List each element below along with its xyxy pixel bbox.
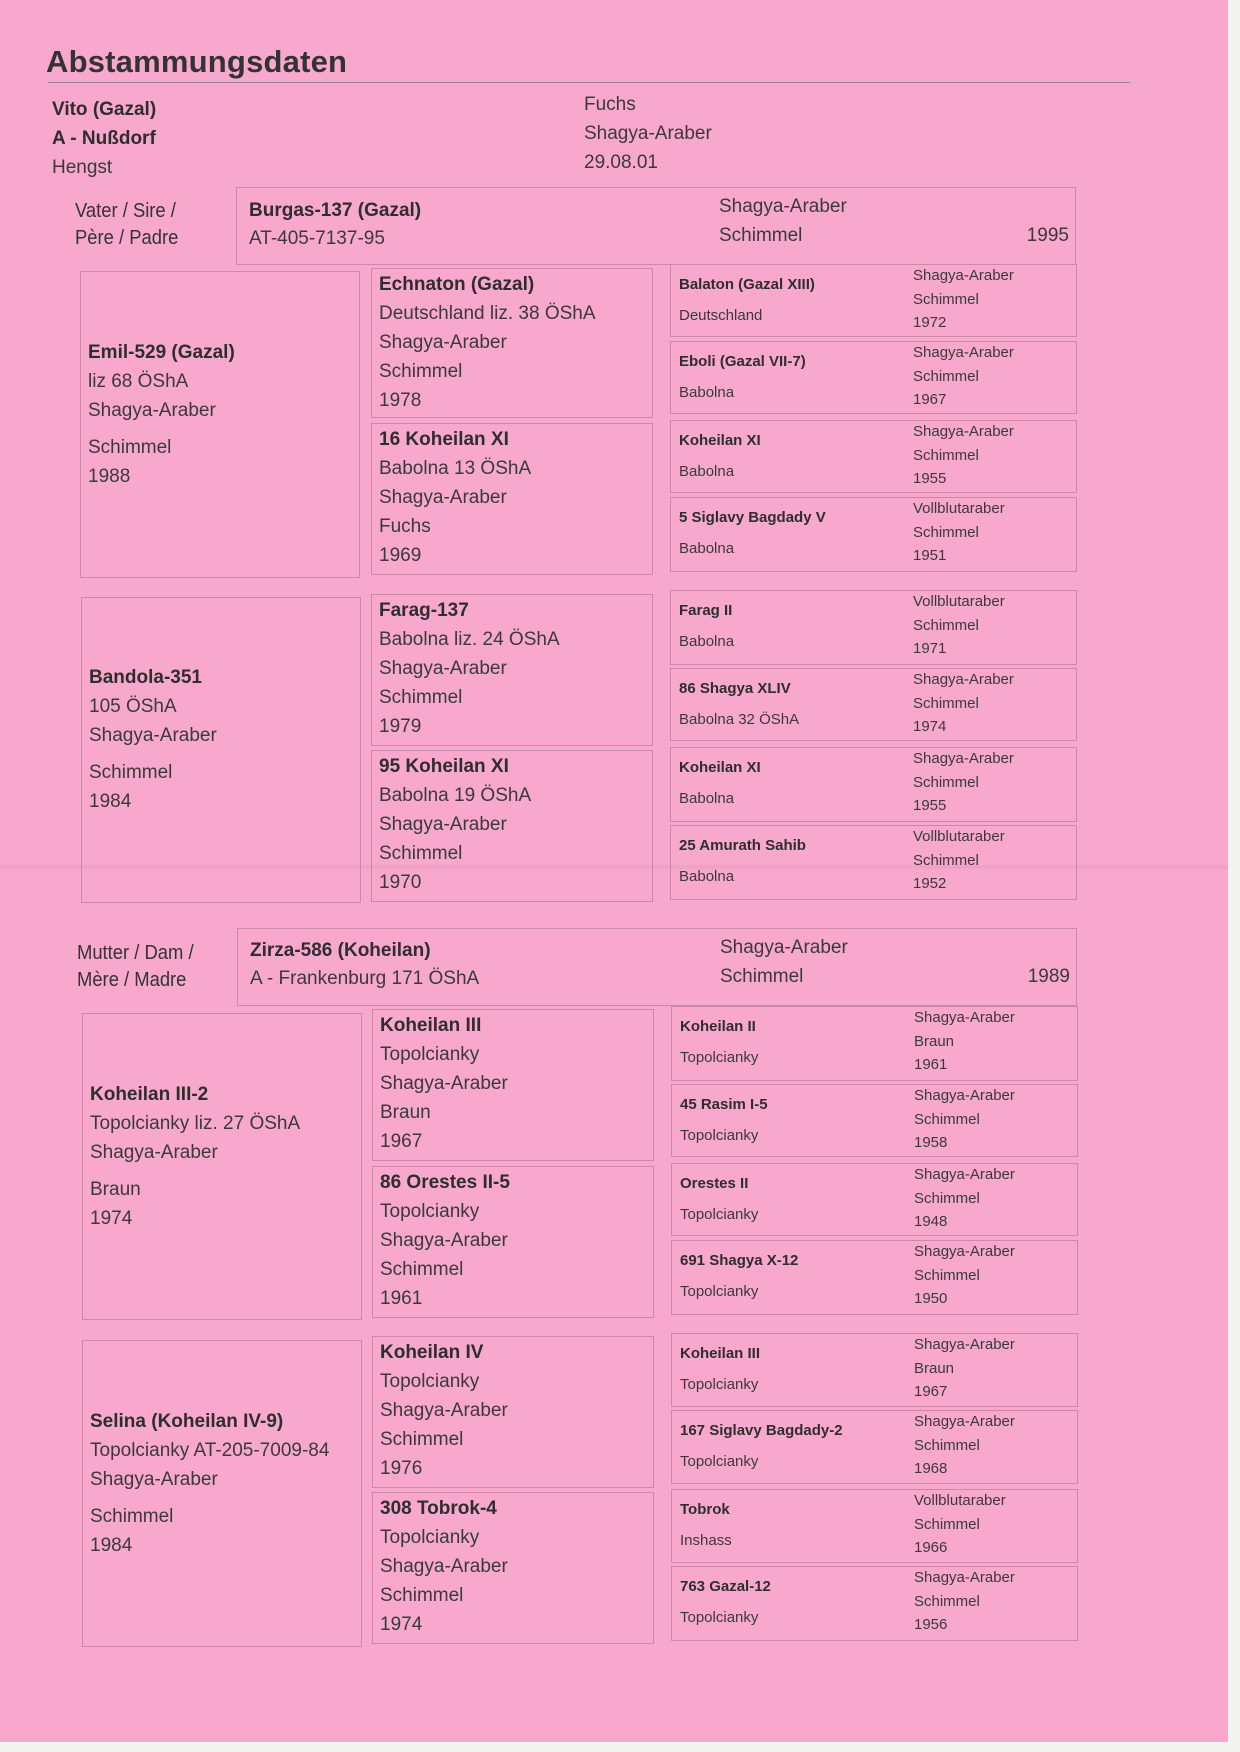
dam-sire-box: Koheilan III-2 Topolcianky liz. 27 ÖShA Shagya-Araber Braun 1974 <box>82 1013 362 1320</box>
dam-name: Zirza-586 (Koheilan) <box>250 940 431 961</box>
sire-label: Vater / Sire / Père / Padre <box>75 200 179 249</box>
dam-sire-name: Koheilan III-2 <box>90 1084 209 1105</box>
sire-box <box>236 187 1076 265</box>
ancestor-box: Koheilan XI Babolna Shagya-Araber Schimmel 1955 <box>670 747 1077 822</box>
title-divider <box>48 82 1130 83</box>
ancestor-box: Eboli (Gazal VII-7) Babolna Shagya-Araber Schimmel 1967 <box>670 341 1077 414</box>
ancestor-box: 25 Amurath Sahib Babolna Vollblutaraber Schimmel 1952 <box>670 825 1077 900</box>
sire-color: Schimmel <box>719 225 803 246</box>
ancestor-box: 45 Rasim I-5 Topolcianky Shagya-Araber Schimmel 1958 <box>671 1084 1078 1157</box>
ancestor-box: Balaton (Gazal XIII) Deutschland Shagya-Araber Schimmel 1972 <box>670 264 1077 337</box>
sire-sire-box: Emil-529 (Gazal) liz 68 ÖShA Shagya-Araber Schimmel 1988 <box>80 271 360 578</box>
horse-color: Fuchs <box>584 94 636 115</box>
dam-dam-box: Selina (Koheilan IV-9) Topolcianky AT-205-7009-84 Shagya-Araber Schimmel 1984 <box>82 1340 362 1647</box>
ancestor-box: 763 Gazal-12 Topolcianky Shagya-Araber Schimmel 1956 <box>671 1566 1078 1641</box>
ancestor-box: 308 Tobrok-4 Topolcianky Shagya-Araber Schimmel 1974 <box>372 1492 654 1644</box>
ancestor-box: Koheilan III Topolcianky Shagya-Araber Braun 1967 <box>671 1333 1078 1407</box>
dam-breed: Shagya-Araber <box>720 937 848 958</box>
ancestor-box: Tobrok Inshass Vollblutaraber Schimmel 1966 <box>671 1489 1078 1563</box>
horse-info-left <box>52 95 156 182</box>
horse-location: A - Nußdorf <box>52 128 156 149</box>
dam-color: Schimmel <box>720 966 804 987</box>
horse-info-right <box>584 90 712 177</box>
horse-name: Vito (Gazal) <box>52 99 157 120</box>
dam-label: Mutter / Dam / Mère / Madre <box>77 942 194 991</box>
horse-birth-date: 29.08.01 <box>584 152 658 173</box>
ancestor-box: 95 Koheilan XI Babolna 19 ÖShA Shagya-Araber Schimmel 1970 <box>371 750 653 902</box>
sire-name: Burgas-137 (Gazal) <box>249 200 422 221</box>
ancestor-box: Farag-137 Babolna liz. 24 ÖShA Shagya-Araber Schimmel 1979 <box>371 594 653 746</box>
ancestor-box: 16 Koheilan XI Babolna 13 ÖShA Shagya-Araber Fuchs 1969 <box>371 423 653 575</box>
dam-dam-name: Selina (Koheilan IV-9) <box>90 1411 284 1432</box>
sire-sire-name: Emil-529 (Gazal) <box>88 342 235 363</box>
ancestor-box: Koheilan XI Babolna Shagya-Araber Schimmel 1955 <box>670 420 1077 493</box>
sire-dam-name: Bandola-351 <box>89 667 202 688</box>
ancestor-box: Farag II Babolna Vollblutaraber Schimmel 1971 <box>670 590 1077 665</box>
sire-dam-box: Bandola-351 105 ÖShA Shagya-Araber Schimmel 1984 <box>81 597 361 903</box>
page-title: Abstammungsdaten <box>46 44 348 79</box>
horse-sex: Hengst <box>52 157 113 178</box>
dam-reg: A - Frankenburg 171 ÖShA <box>250 968 480 989</box>
dam-year: 1989 <box>1027 966 1070 987</box>
ancestor-box: 86 Orestes II-5 Topolcianky Shagya-Araber Schimmel 1961 <box>372 1166 654 1318</box>
dam-box <box>237 928 1077 1006</box>
ancestor-box: Echnaton (Gazal) Deutschland liz. 38 ÖShA Shagya-Araber Schimmel 1978 <box>371 268 653 418</box>
ancestor-box: Koheilan II Topolcianky Shagya-Araber Braun 1961 <box>671 1006 1078 1081</box>
ancestor-box: Koheilan III Topolcianky Shagya-Araber Braun 1967 <box>372 1009 654 1161</box>
sire-year: 1995 <box>1026 225 1069 246</box>
sire-reg: AT-405-7137-95 <box>249 228 385 249</box>
ancestor-box: Koheilan IV Topolcianky Shagya-Araber Schimmel 1976 <box>372 1336 654 1488</box>
ancestor-box: 5 Siglavy Bagdady V Babolna Vollblutaraber Schimmel 1951 <box>670 497 1077 572</box>
ancestor-box: Orestes II Topolcianky Shagya-Araber Schimmel 1948 <box>671 1163 1078 1236</box>
ancestor-box: 167 Siglavy Bagdady-2 Topolcianky Shagya-Araber Schimmel 1968 <box>671 1410 1078 1484</box>
ancestor-box: 691 Shagya X-12 Topolcianky Shagya-Araber Schimmel 1950 <box>671 1240 1078 1315</box>
horse-breed: Shagya-Araber <box>584 123 712 144</box>
ancestor-box: 86 Shagya XLIV Babolna 32 ÖShA Shagya-Araber Schimmel 1974 <box>670 668 1077 741</box>
sire-breed: Shagya-Araber <box>719 196 847 217</box>
